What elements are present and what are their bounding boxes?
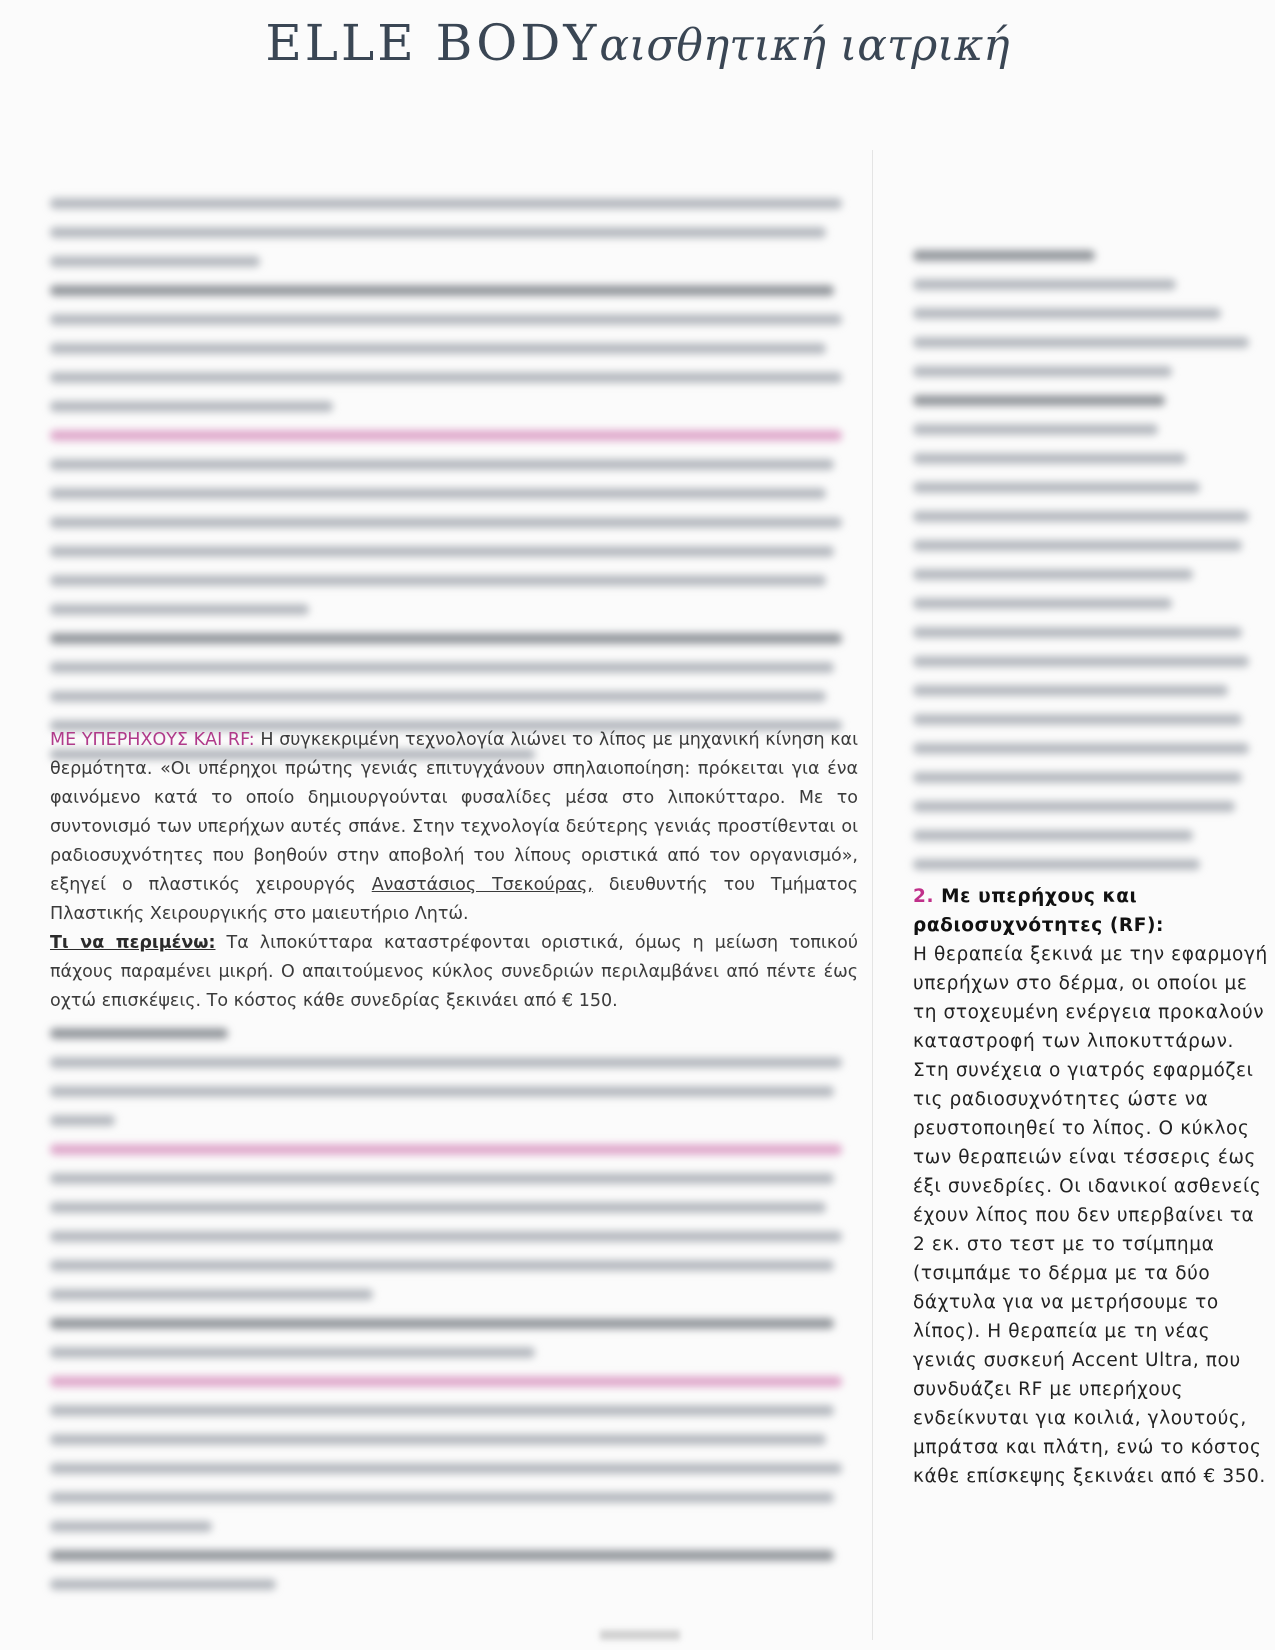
blurred-text-upper <box>50 198 858 778</box>
expectation-body: Τα λιποκύτταρα καταστρέφονται οριστικά, όμως η μείωση τοπικού πάχους παραμένει μικρή. Ο απαιτούμενος κύκλος συνεδριών περιλαμβάνει από πέντε έως οχτώ επισκέψεις. Το κόστος κάθε συνεδρίας ξεκινάει από € 150. <box>50 933 858 1011</box>
ultrasound-rf-text <box>50 726 858 929</box>
sidebar-treatment-2 <box>913 882 1273 1491</box>
masthead <box>0 14 1275 72</box>
sidebar-item-heading: Με υπερήχους και ραδιοσυχνότητες (RF): <box>913 886 1165 936</box>
section-title: αισθητική ιατρική <box>599 20 1010 71</box>
magazine-brand: ELLE BODY <box>265 14 600 72</box>
expectation-label: Τι να περιμένω: <box>50 933 216 953</box>
doctor-name: Αναστάσιος Τσεκούρας, <box>371 875 593 895</box>
ultrasound-rf-paragraph <box>50 726 858 1016</box>
ultrasound-rf-body-end: διευθυντής του Τμήματος Πλαστικής Χειρουργικής στο μαιευτήριο Λητώ. <box>50 875 858 924</box>
blurred-text-lower <box>50 1028 858 1608</box>
page-number-blurred <box>600 1630 680 1640</box>
blurred-sidebar-upper <box>913 250 1263 888</box>
ultrasound-rf-heading: ΜΕ ΥΠΕΡΗΧΟΥΣ ΚΑΙ RF: <box>50 730 255 750</box>
sidebar-item-number: 2. <box>913 886 935 907</box>
expectation-text <box>50 929 858 1016</box>
sidebar-item-text: Η θεραπεία ξεκινά με την εφαρμογή υπερήχων στο δέρμα, οι οποίοι με τη στοχευμένη ενέργεια προκαλούν καταστροφή των λιποκυττάρων. Στη συνέχεια ο γιατρός εφαρμόζει τις ραδιοσυχνότητες ώστε να ρευστοποιηθεί το λίπος. Ο κύκλος των θεραπειών είναι τέσσερις έως έξι συνεδρίες. Οι ιδανικοί ασθενείς έχουν λίπος που δεν υπερβαίνει τα 2 εκ. στο τεστ με το τσίμπημα (τσιμπάμε το δέρμα με τα δύο δάχτυλα για να μετρήσουμε το λίπος). Η θεραπεία με τη νέας γενιάς συσκευή Accent Ultra, που συνδυάζει RF με υπερήχους ενδείκνυται για κοιλιά, γλουτούς, μπράτσα και πλάτη, ενώ το κόστος κάθε επίσκεψης ξεκινάει από € 350. <box>913 944 1268 1487</box>
sidebar-item-title <box>913 882 1273 940</box>
column-divider <box>872 150 873 1640</box>
ultrasound-rf-body: Η συγκεκριμένη τεχνολογία λιώνει το λίπος με μηχανική κίνηση και θερμότητα. «Οι υπέρηχοι πρώτης γενιάς επιτυγχάνουν σπηλαιοποίηση: πρόκειται για ένα φαινόμενο κατά το οποίο δημιουργούνται φυσαλίδες μέσα στο λιποκύτταρο. Με το συντονισμό των υπερήχων αυτές σπάνε. Στην τεχνολογία δεύτερης γενιάς προστίθενται οι ραδιοσυχνότητες που βοηθούν στην αποβολή του λίπους οριστικά από τον οργανισμό», εξηγεί ο πλαστικός χειρουργός <box>50 730 859 895</box>
